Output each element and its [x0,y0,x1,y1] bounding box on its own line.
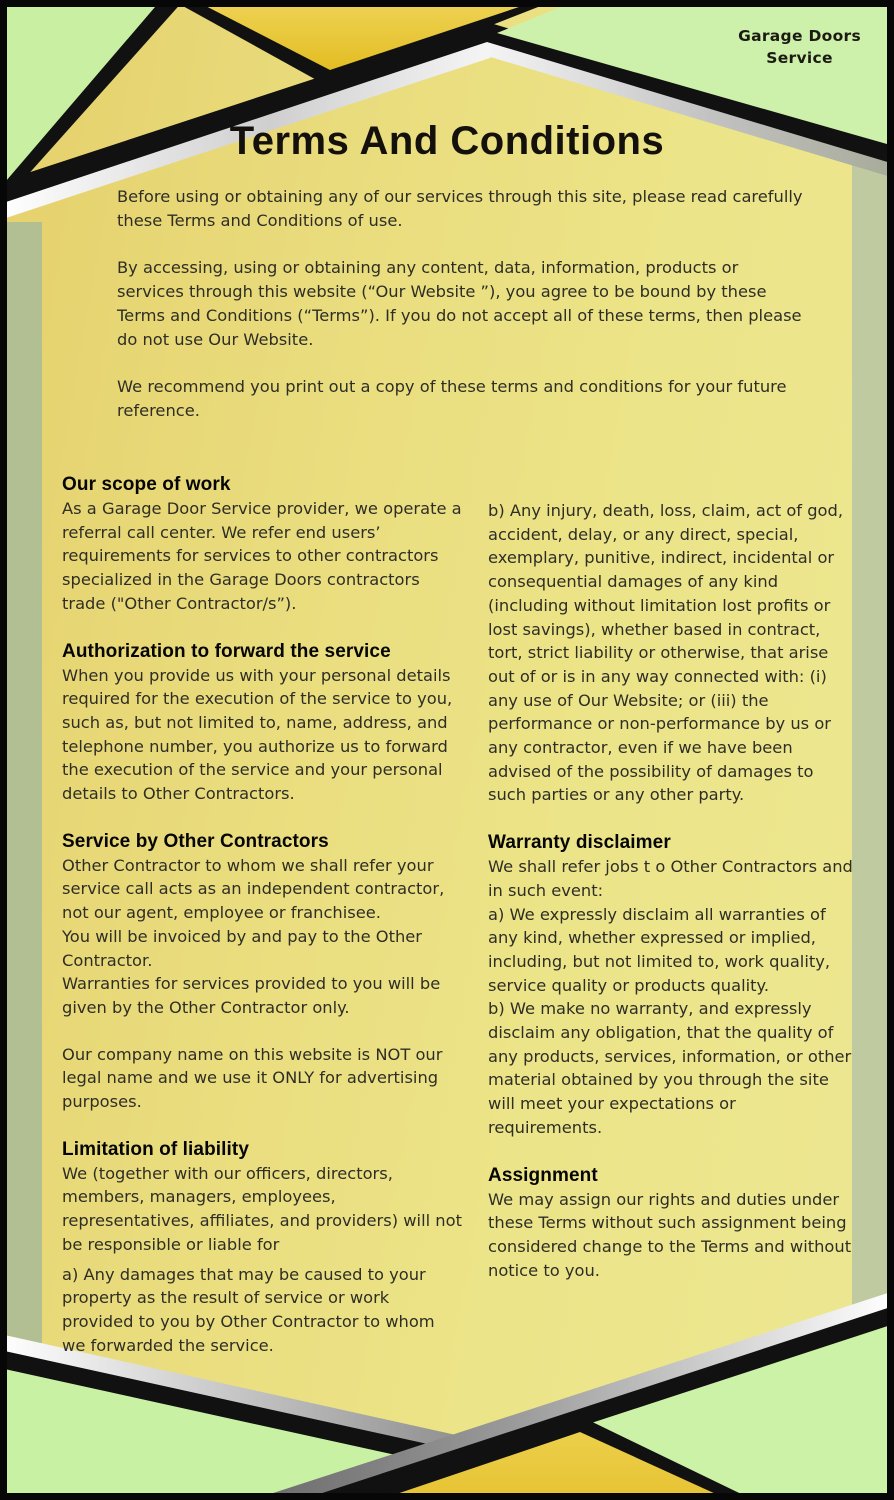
section-paragraph: a) We expressly disclaim all warranties of any kind, whether expressed or implied, including, but not limited to, work quality, service quality or products quality. [488,904,831,995]
intro-paragraph: By accessing, using or obtaining any content, data, information, products or services through this website (“Our Website ”), you agree to be bound by these Terms and Conditions (“Terms”). If you do not accept all of these terms, then please do not use Our Website. [117,258,802,349]
section-heading: Assignment [488,1164,598,1186]
section-heading: Limitation of liability [62,1138,250,1160]
page-title: Terms And Conditions [229,119,665,163]
section-paragraph: We shall refer jobs t o Other Contractors and in such event: [488,857,853,900]
terms-section [488,499,854,807]
brand-line-1: Garage Doors [738,27,861,45]
section-paragraph: b) We make no warranty, and expressly disclaim any obligation, that the quality of any products, services, information, or other material obtained by you through the site will meet your expectations or requirements. [488,999,852,1137]
section-paragraph: You will be invoiced by and pay to the Other Contractor. [62,926,422,970]
terms-section [488,1163,854,1283]
intro-block [117,185,809,447]
section-paragraph: We may assign our rights and duties under these Terms without such assignment being considered change to the Terms and without notice to you. [488,1189,852,1280]
terms-columns [62,472,854,1357]
section-heading: Service by Other Contractors [62,830,329,852]
section-paragraph: Our company name on this website is NOT our legal name and we use it ONLY for advertising purposes. [62,1044,443,1112]
section-heading: Warranty disclaimer [488,832,671,854]
terms-section [488,830,854,1139]
sage-column-left [6,222,42,1362]
section-paragraph: We (together with our officers, directors, members, managers, employees, representatives, affiliates, and providers) will not be responsible or liable for [62,1163,462,1254]
section-paragraph: b) Any injury, death, loss, claim, act of god, accident, delay, or any direct, special, exemplary, punitive, indirect, incidental or consequential damages of any kind (including without limitation lost profits or lost savings), whether based in contract, tort, strict liability or otherwise, that arise out of or is in any way connected with: (i) any use of Our Website; or (iii) the performance or non-performance by us or any contractor, even if we have been advised of the possibility of damages to such parties or any other party. [488,501,844,805]
column-right [488,472,854,1357]
intro-paragraph: We recommend you print out a copy of these terms and conditions for your future reference. [117,377,787,420]
terms-section [62,639,462,806]
column-left [62,472,462,1357]
section-paragraph: When you provide us with your personal details required for the execution of the service to you, such as, but not limited to, name, address, and telephone number, you authorize us to forward the execution of the service and your personal details to Other Contractors. [62,665,453,804]
section-paragraph: As a Garage Door Service provider, we operate a referral call center. We refer end users’ requirements for services to other contractors specialized in the Garage Doors contractors trade ("Other Contractor/s”). [62,499,462,613]
brand-line-2: Service [766,49,833,67]
section-paragraph: a) Any damages that may be caused to your property as the result of service or work provided to you by Other Contractor to whom we forwarded the service. [62,1264,435,1355]
sage-column-right [852,156,888,1324]
section-paragraph: Other Contractor to whom we shall refer your service call acts as an independent contractor, not our agent, employee or franchisee. [62,855,445,923]
terms-section [62,472,462,616]
terms-section [62,829,462,1114]
section-paragraph: Warranties for services provided to you will be given by the Other Contractor only. [62,974,441,1017]
terms-section [62,1137,462,1358]
section-heading: Our scope of work [62,474,231,495]
intro-paragraph: Before using or obtaining any of our services through this site, please read carefully these Terms and Conditions of use. [117,187,803,230]
brand-logo [738,25,861,69]
section-heading: Authorization to forward the service [62,640,391,662]
